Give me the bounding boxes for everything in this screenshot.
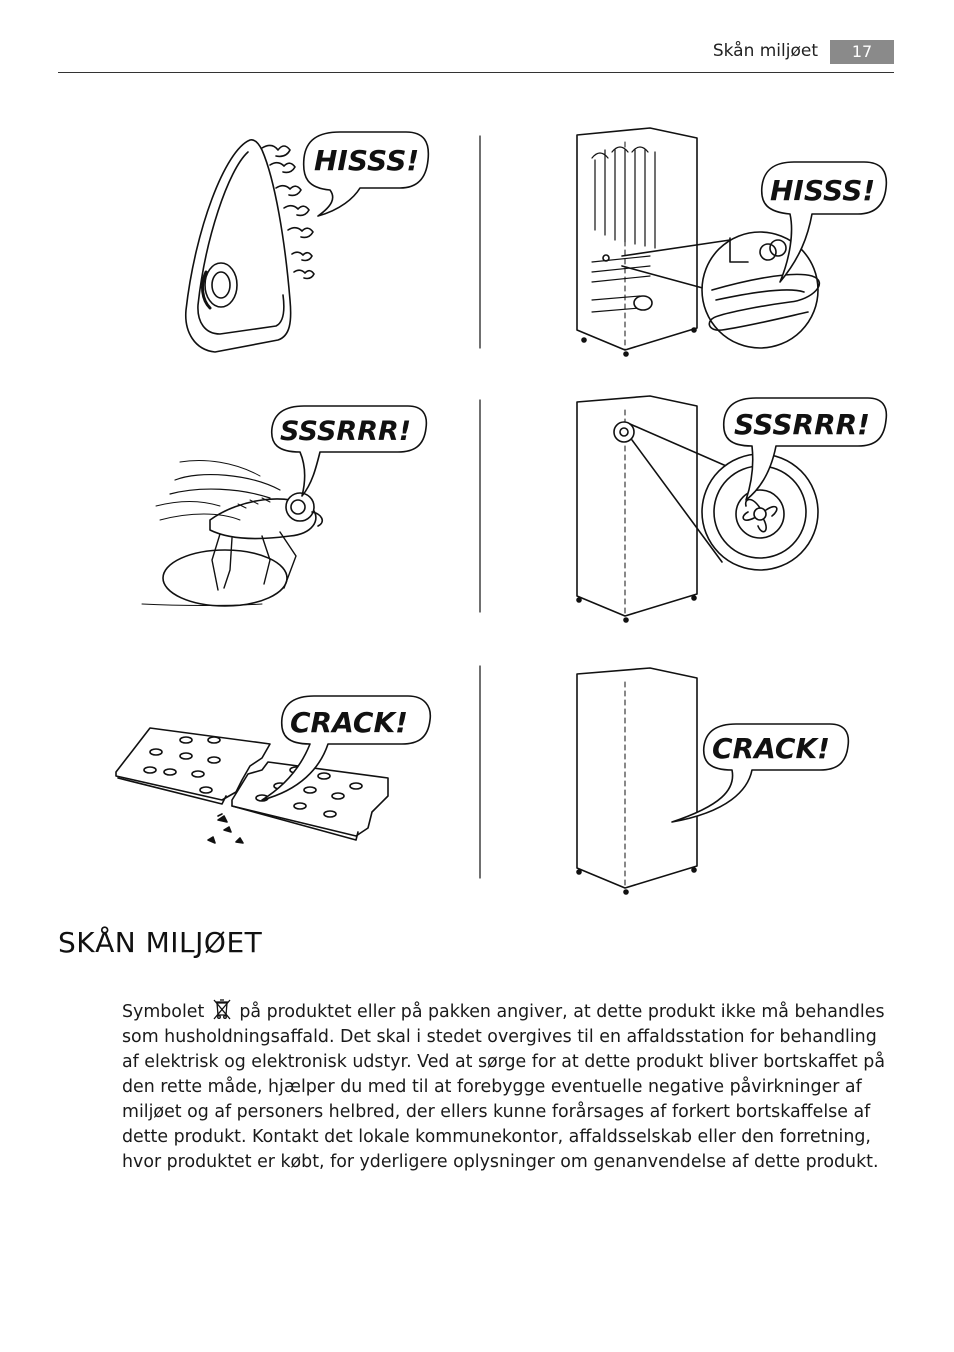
fridge-back-illustration bbox=[577, 128, 732, 356]
crossed-out-wheelie-bin-icon bbox=[212, 998, 232, 1020]
cracked-ice-illustration bbox=[116, 728, 388, 843]
section-title: SKÅN MILJØET bbox=[58, 926, 263, 959]
steam-iron-illustration bbox=[186, 140, 314, 352]
bubble-text-hisss-left: HISSS! bbox=[314, 144, 420, 177]
bubble-text-crack-left: CRACK! bbox=[290, 706, 408, 739]
body-text-before-symbol: Symbolet bbox=[122, 1002, 205, 1022]
speech-bubble-hisss-left bbox=[304, 132, 429, 216]
body-text-after-symbol: på produktet eller på pakken angiver, at dette produkt ikke må behandles som husholdningsaffald. Det skal i stedet overgives til en affaldsstation for behandling af elektrisk og elektronisk udstyr. Ved at sørge for at dette produkt bliver bortskaffet på den rette måde, hjælper du med til at forebygge eventuelle negative påvirkninger af miljøet og af personers helbred, der ellers kunne forårsages af forkert bortskaffelse af dette produkt. Kontakt det lokale kommunekontor, affaldsselskab eller den forretning, hvor produktet er købt, for yderligere oplysninger om genanvendelse af dette produkt. bbox=[122, 1002, 885, 1172]
body-paragraph bbox=[122, 998, 892, 1175]
bubble-text-crack-right: CRACK! bbox=[712, 732, 830, 765]
fridge-front-illustration bbox=[577, 668, 697, 894]
page-number: 17 bbox=[830, 40, 894, 64]
speech-bubble-crack-right bbox=[672, 724, 848, 822]
bubble-text-hisss-right: HISSS! bbox=[770, 174, 876, 207]
compressor-zoom-circle bbox=[702, 232, 819, 348]
fly-illustration bbox=[142, 461, 322, 606]
bubble-text-sssrrr-right: SSSRRR! bbox=[734, 408, 870, 441]
bubble-text-sssrrr-left: SSSRRR! bbox=[280, 416, 412, 447]
speech-bubble-sssrrr-left bbox=[272, 406, 427, 496]
header-section-title: Skån miljøet bbox=[712, 41, 818, 61]
